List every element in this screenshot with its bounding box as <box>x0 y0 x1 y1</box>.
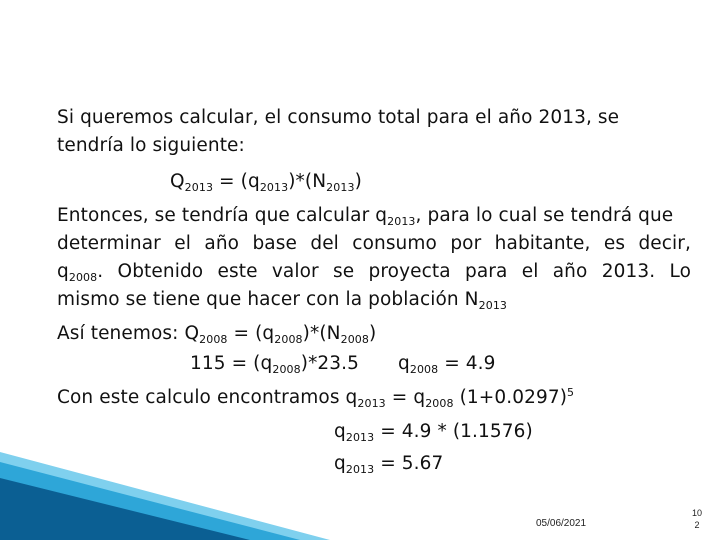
paragraph-2-line-2: determinar el año base del consumo por habitante, es decir, <box>57 233 691 254</box>
paragraph-2-line-3: $q_{2008}$. Obtenido este valor se proyecta para el año 2013. Lo <box>57 261 691 284</box>
equation-projection: Con este calculo encontramos $q_{2013} = q_{2008}$ $(1+0.0297)^5$ <box>57 386 575 410</box>
paragraph-2-line-1: Entonces, se tendría que calcular $q_{2013}$, para lo cual se tendrá que <box>57 205 674 228</box>
equation-115: $115 = (q_{2008})*23.5$ <box>190 353 360 376</box>
paragraph-2-line-4: mismo se tiene que hacer con la población $N_{2013}$ <box>57 289 508 312</box>
equation-q2013-step: $q_{2013} = 4.9 * (1.1576)$ <box>334 421 533 444</box>
footer-date: 05/06/2021 <box>536 518 587 529</box>
paragraph-1-line-1: Si queremos calcular, el consumo total para el año 2013, se <box>57 107 620 128</box>
page-number-top: 10 <box>692 508 703 518</box>
equation-q2013: $Q_{2013} = (q_{2013})*(N_{2013})$ <box>170 171 362 194</box>
equation-q2008: Así tenemos: $Q_{2008} = (q_{2008})*(N_{2008})$ <box>57 323 377 346</box>
page-number-bottom: 2 <box>694 520 700 530</box>
corner-swoosh-decoration <box>0 440 330 540</box>
paragraph-1-line-2: tendría lo siguiente: <box>57 135 245 156</box>
equation-q2013-result: $q_{2013} = 5.67$ <box>334 453 444 476</box>
equation-q2008-result: $q_{2008} = 4.9$ <box>398 353 496 376</box>
footer-page-number <box>692 507 702 531</box>
